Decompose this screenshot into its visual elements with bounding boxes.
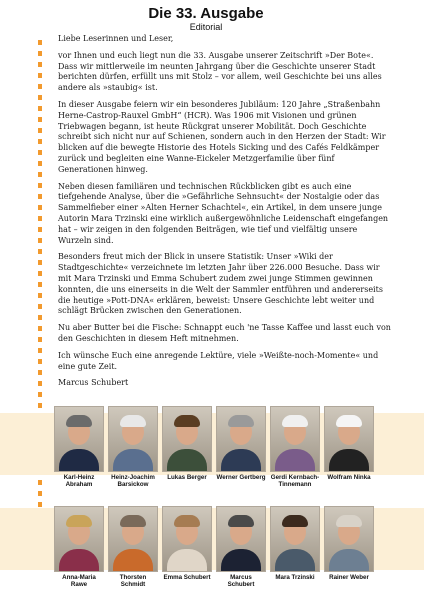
contributor-card (54, 506, 104, 588)
contributor-name: Heinz-Joachim Barsickow (111, 474, 155, 488)
contributor-name: Emma Schubert (163, 574, 211, 581)
photo-hair (336, 515, 362, 527)
photo-hair (228, 515, 254, 527)
contributor-photo (54, 506, 104, 572)
paragraph-4: Besonders freut mich der Blick in unsere Statistik: Unser »Wiki der Stadtgeschichte« verzeichnete im letzten Jahr über 226.000 Besuche. Dass wir mit Mara Trzinski und Emma Schubert zudem zwei junge Stimmen gewinnen konnten, die uns einerseits in die Welt der Sammler entführen und andererseits die heutige »Pott-DNA« erklären, beweist: Unsere Geschichte lebt weiter und schlägt Brücken zwischen den Generationen. (58, 252, 383, 316)
photo-hair (174, 515, 200, 527)
page-title: Die 33. Ausgabe (148, 5, 264, 22)
photo-body (221, 449, 261, 472)
photo-body (167, 549, 207, 572)
contributor-card (108, 506, 158, 588)
paragraph-6: Ich wünsche Euch eine anregende Lektüre, viele »Weißte-noch-Momente« und eine gute Zeit. (58, 350, 379, 371)
photo-body (59, 449, 99, 472)
contributor-photo (162, 406, 212, 472)
page-header (86, 6, 326, 32)
contributor-name: Marcus Schubert (227, 574, 255, 588)
paragraph-5: Nu aber Butter bei die Fische: Schnappt euch 'ne Tasse Kaffee und lasst euch von den Geschichten in diesem Heft mitnehmen. (58, 323, 391, 343)
photo-body (275, 549, 315, 572)
photo-hair (336, 415, 362, 427)
contributor-name: Thorsten Schmidt (119, 574, 147, 588)
photo-hair (120, 415, 146, 427)
paragraph-1: vor Ihnen und euch liegt nun die 33. Ausgabe unserer Zeitschrift »Der Bote«. Dass wir mittlerweile im neunten Jahrgang über die Geschichte unserer Stadt berichten dürfen, erfüllt uns mit Stolz – vor allem, weil Geschichte bei uns alles andere als »staubig« ist. (58, 50, 382, 93)
contributor-name: Lukas Berger (167, 474, 207, 481)
signature: Marcus Schubert (58, 378, 129, 388)
page-subtitle: Editorial (189, 22, 223, 32)
contributor-card (270, 506, 320, 581)
photo-body (329, 449, 369, 472)
contributor-photo (108, 406, 158, 472)
contributor-card (216, 506, 266, 588)
photo-body (221, 549, 261, 572)
contributor-name: Rainer Weber (329, 574, 369, 581)
editorial-text (58, 34, 392, 395)
photo-hair (120, 515, 146, 527)
photo-body (113, 549, 153, 572)
contributor-name: Anna-Maria Rawe (62, 574, 96, 588)
contributor-photo (324, 406, 374, 472)
photo-body (329, 549, 369, 572)
contributor-card (162, 506, 212, 581)
contributor-photo (270, 406, 320, 472)
contributor-card (270, 406, 320, 488)
contributor-photo (54, 406, 104, 472)
contributor-name: Gerdi Kernbach-Tinnemann (270, 474, 320, 488)
salutation: Liebe Leserinnen und Leser, (58, 34, 174, 43)
contributor-card (216, 406, 266, 481)
contributor-name: Wolfram Ninka (327, 474, 371, 481)
contributor-photo (162, 506, 212, 572)
contributor-photo (108, 506, 158, 572)
contributor-card (324, 406, 374, 481)
contributor-photo (216, 506, 266, 572)
photo-hair (228, 415, 254, 427)
contributor-card (108, 406, 158, 488)
photo-hair (282, 415, 308, 427)
contributor-photo (324, 506, 374, 572)
contributor-photo (270, 506, 320, 572)
contributor-card (324, 506, 374, 581)
photo-hair (66, 515, 92, 527)
paragraph-3: Neben diesen familiären und technischen Rückblicken gibt es auch eine tiefgehende Analyse, über die »Gefährliche Sehnsucht« der Nostalgie oder das Sammelfieber einer »Alten Herner Schachtel«, ein Artikel, in dem unsere junge Autorin Mara Trzinski eine wirklich außergewöhnliche Leidenschaft eingefangen hat – wir zeigen in den folgenden Beiträgen, wie tief und vielfältig unsere Wurzeln sind. (58, 181, 389, 245)
photo-body (167, 449, 207, 472)
contributor-name: Werner Gertberg (216, 474, 266, 481)
photo-hair (66, 415, 92, 427)
contributor-card (54, 406, 104, 488)
contributor-name: Mara Trzinski (275, 574, 315, 581)
contributor-card (162, 406, 212, 481)
paragraph-2: In dieser Ausgabe feiern wir ein besonderes Jubiläum: 120 Jahre „Straßenbahn Herne-Castrop-Rauxel GmbH“ (HCR). Was 1906 mit Visionen und grünen Triebwagen begann, ist heute Rückgrat unserer Mobilität. Doch Geschichte schreibt sich nicht nur auf Schienen, sondern auch in den Herzen der Stadt: Wir blicken auf die bewegte Historie des Hotels Sicking und des Cafés Feldkämper zurück und begleiten eine Wanne-Eickeler Metzgerfamilie über fünf Generationen hinweg. (58, 99, 386, 174)
photo-body (113, 449, 153, 472)
photo-hair (282, 515, 308, 527)
contributor-photo (216, 406, 266, 472)
contributor-name: Karl-Heinz Abraham (63, 474, 95, 488)
photo-hair (174, 415, 200, 427)
photo-body (275, 449, 315, 472)
photo-body (59, 549, 99, 572)
